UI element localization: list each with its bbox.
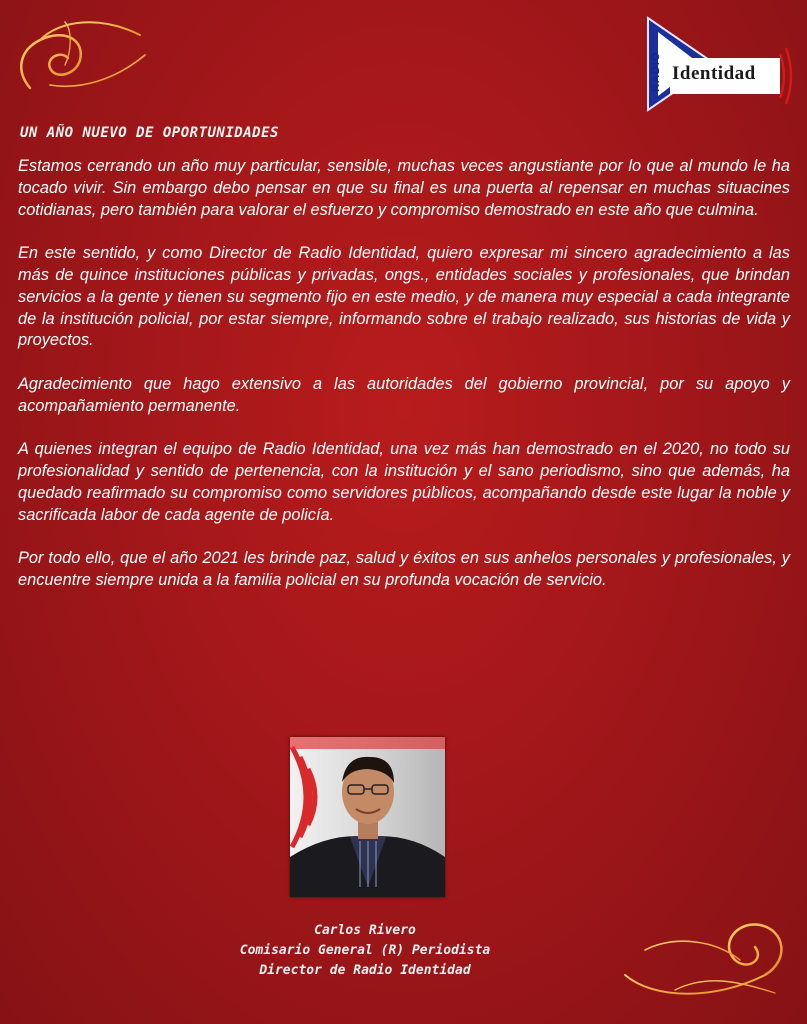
swirl-ornament-icon xyxy=(10,10,150,100)
signature-position: Director de Radio Identidad xyxy=(259,963,471,978)
signature-rank: Comisario General (R) Periodista xyxy=(239,943,491,958)
paragraph: Estamos cerrando un año muy particular, sensible, muchas veces angustiante por lo que al mundo le ha tocado vivir. Sin embargo debo pensar en que su final es una puerta al repensar en muchas situacines cotidianas, pero también para valorar el esfuerzo y compromiso demostrado en este año que culmina. xyxy=(18,157,790,219)
logo-radio-text: RADIO xyxy=(650,51,662,92)
portrait-icon xyxy=(290,737,445,897)
paragraph: En este sentido, y como Director de Radio Identidad, quiero expresar mi sincero agradecimiento a las más de quince instituciones públicas y privadas, ongs., entidades sociales y profesionales, que brindan servicios a la gente y tienen su segmento fijo en este medio, y de manera muy especial a cada integrante de la institución policial, por estar siempre, informando sobre el trabajo realizado, sus historias de vida y proyectos. xyxy=(18,244,790,350)
signature-name: Carlos Rivero xyxy=(314,923,416,938)
paragraph: A quienes integran el equipo de Radio Identidad, una vez más han demostrado en el 2020, no todo su profesionalidad y sentido de pertenencia, con la institución y el sano periodismo, sino que además, ha quedado reafirmado su compromiso como servidores públicos, acompañando desde este lugar la noble y sacrificada labor de cada agente de policía. xyxy=(18,440,790,524)
letter-body xyxy=(18,156,790,614)
radio-identidad-logo xyxy=(640,14,795,114)
page-title: UN AÑO NUEVO DE OPORTUNIDADES xyxy=(20,125,279,141)
signature-block xyxy=(180,921,550,981)
logo-identidad-text: Identidad xyxy=(672,63,756,84)
author-photo xyxy=(290,737,445,897)
paragraph: Agradecimiento que hago extensivo a las autoridades del gobierno provincial, por su apoyo y acompañamiento permanente. xyxy=(18,374,790,415)
paragraph: Por todo ello, que el año 2021 les brinde paz, salud y éxitos en sus anhelos personales y profesionales, y encuentre siempre unida a la familia policial en su profunda vocación de servicio. xyxy=(18,549,790,590)
swirl-ornament-icon xyxy=(615,905,795,1005)
